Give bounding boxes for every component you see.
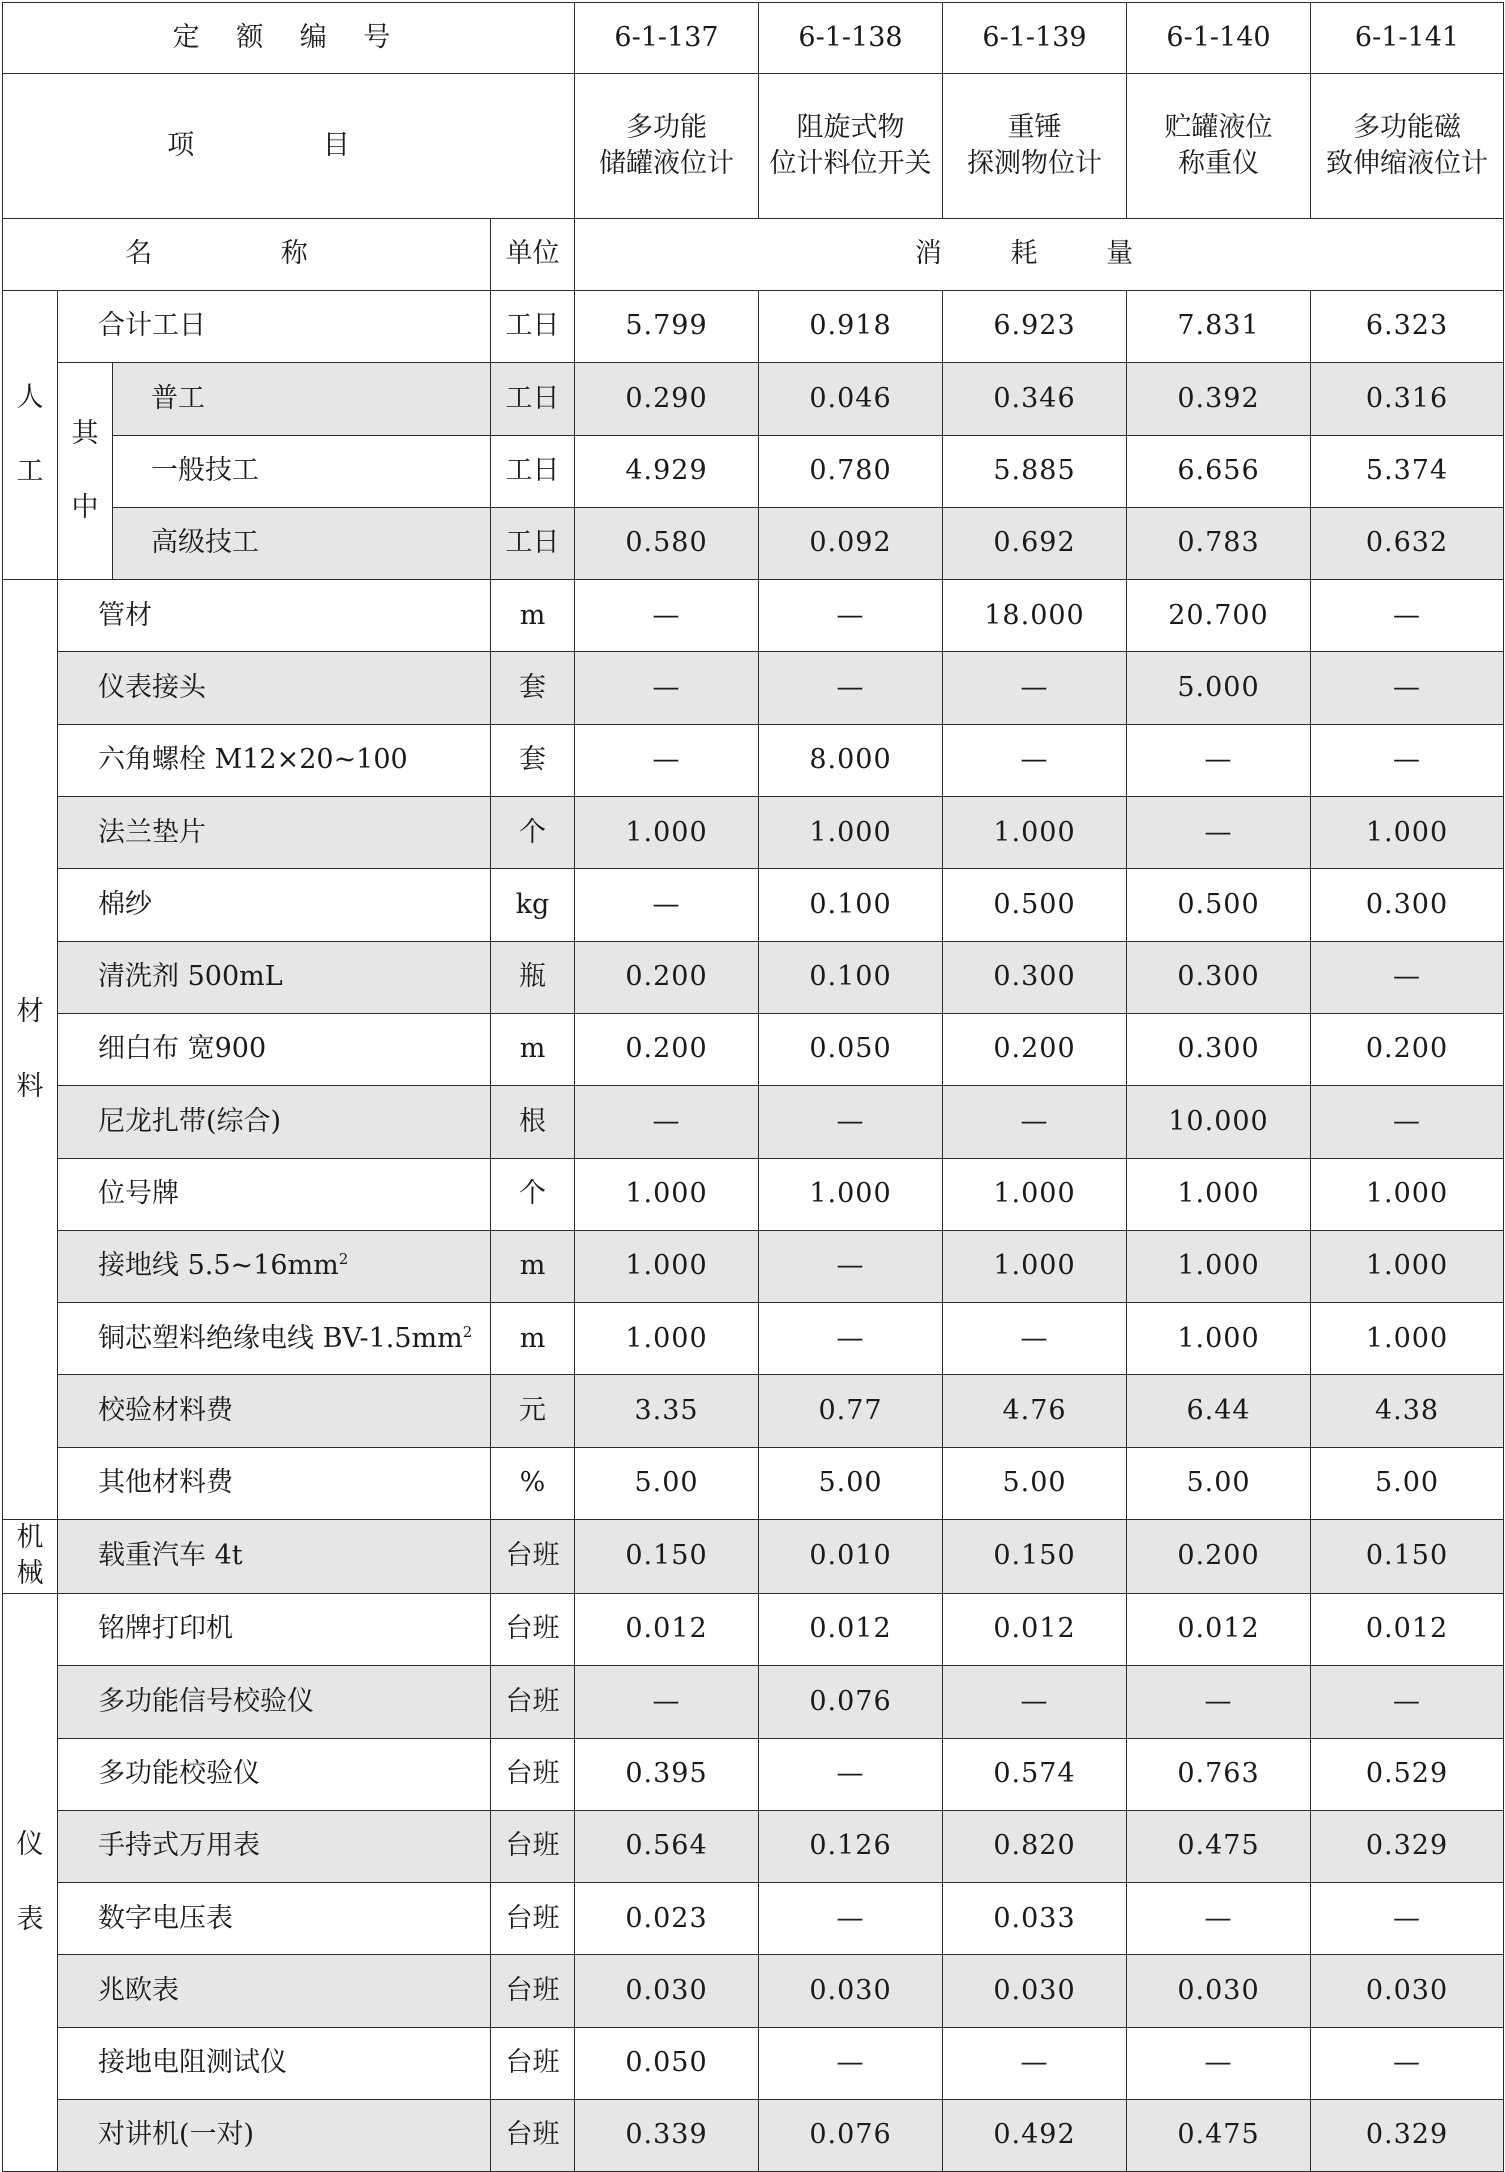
row-value: 0.475 bbox=[1127, 1810, 1311, 1882]
row-value: — bbox=[575, 580, 759, 652]
row-value: 5.885 bbox=[943, 435, 1127, 507]
row-name: 管材 bbox=[58, 580, 491, 652]
row-value: 4.38 bbox=[1311, 1375, 1504, 1447]
row-value: 5.00 bbox=[1127, 1447, 1311, 1519]
row-value: — bbox=[759, 1303, 943, 1375]
header-name-row bbox=[3, 219, 1504, 291]
table-row bbox=[3, 1738, 1504, 1810]
table-row bbox=[3, 1593, 1504, 1665]
row-name: 多功能信号校验仪 bbox=[58, 1666, 491, 1738]
row-value: — bbox=[1127, 2027, 1311, 2099]
row-value: 5.00 bbox=[759, 1447, 943, 1519]
row-value: — bbox=[1311, 1086, 1504, 1158]
row-value: 1.000 bbox=[1127, 1230, 1311, 1302]
row-unit: 个 bbox=[491, 1158, 575, 1230]
row-value: 20.700 bbox=[1127, 580, 1311, 652]
row-value: 0.010 bbox=[759, 1520, 943, 1594]
row-value: 0.783 bbox=[1127, 507, 1311, 579]
row-name: 细白布 宽900 bbox=[58, 1013, 491, 1085]
row-value: — bbox=[1127, 724, 1311, 796]
row-unit: 工日 bbox=[491, 363, 575, 435]
row-value: 0.200 bbox=[575, 941, 759, 1013]
row-value: 0.339 bbox=[575, 2100, 759, 2172]
item-140: 贮罐液位 称重仪 bbox=[1127, 74, 1311, 219]
row-value: 0.092 bbox=[759, 507, 943, 579]
row-unit: % bbox=[491, 1447, 575, 1519]
item-141: 多功能磁 致伸缩液位计 bbox=[1311, 74, 1504, 219]
row-value: 10.000 bbox=[1127, 1086, 1311, 1158]
row-value: 6.323 bbox=[1311, 291, 1504, 363]
row-value: — bbox=[759, 652, 943, 724]
row-value: — bbox=[943, 2027, 1127, 2099]
table-row bbox=[3, 1883, 1504, 1955]
item-label: 项 目 bbox=[3, 74, 575, 219]
row-value: 0.300 bbox=[943, 941, 1127, 1013]
row-unit: 个 bbox=[491, 797, 575, 869]
table-row bbox=[3, 1447, 1504, 1519]
table-row bbox=[3, 2027, 1504, 2099]
row-value: 0.580 bbox=[575, 507, 759, 579]
row-value: 0.076 bbox=[759, 1666, 943, 1738]
row-value: 0.023 bbox=[575, 1883, 759, 1955]
row-name: 法兰垫片 bbox=[58, 797, 491, 869]
row-value: 18.000 bbox=[943, 580, 1127, 652]
row-name: 兆欧表 bbox=[58, 1955, 491, 2027]
row-value: 0.500 bbox=[1127, 869, 1311, 941]
row-name: 普工 bbox=[113, 363, 491, 435]
row-value: 0.316 bbox=[1311, 363, 1504, 435]
row-value: 0.126 bbox=[759, 1810, 943, 1882]
row-value: 1.000 bbox=[943, 1158, 1127, 1230]
row-value: — bbox=[1311, 1883, 1504, 1955]
row-value: 0.820 bbox=[943, 1810, 1127, 1882]
row-value: 0.150 bbox=[1311, 1520, 1504, 1594]
row-unit: 台班 bbox=[491, 2100, 575, 2172]
code-label: 定 额 编 号 bbox=[3, 3, 575, 74]
row-name: 铜芯塑料绝缘电线 $BV-1.5mm^2$ bbox=[58, 1303, 491, 1375]
row-value: 0.329 bbox=[1311, 1810, 1504, 1882]
row-value: 0.300 bbox=[1127, 941, 1311, 1013]
table-row bbox=[3, 797, 1504, 869]
row-name: 校验材料费 bbox=[58, 1375, 491, 1447]
row-value: — bbox=[575, 724, 759, 796]
row-value: — bbox=[1311, 2027, 1504, 2099]
row-value: 0.012 bbox=[1311, 1593, 1504, 1665]
table-row bbox=[3, 507, 1504, 579]
row-value: 0.918 bbox=[759, 291, 943, 363]
header-code-row bbox=[3, 3, 1504, 74]
row-value: 0.329 bbox=[1311, 2100, 1504, 2172]
row-name: 合计工日 bbox=[58, 291, 491, 363]
row-value: — bbox=[1311, 1666, 1504, 1738]
row-name: 铭牌打印机 bbox=[58, 1593, 491, 1665]
item-137: 多功能 储罐液位计 bbox=[575, 74, 759, 219]
table-row bbox=[3, 1303, 1504, 1375]
row-unit: 台班 bbox=[491, 1520, 575, 1594]
row-unit: m bbox=[491, 580, 575, 652]
row-value: 1.000 bbox=[575, 1230, 759, 1302]
consumption-label: 消 耗 量 bbox=[575, 219, 1504, 291]
row-value: 1.000 bbox=[575, 797, 759, 869]
row-value: 0.050 bbox=[575, 2027, 759, 2099]
row-value: — bbox=[759, 1738, 943, 1810]
row-name: 尼龙扎带(综合) bbox=[58, 1086, 491, 1158]
table-row bbox=[3, 1520, 1504, 1594]
row-value: 1.000 bbox=[943, 1230, 1127, 1302]
row-value: 0.030 bbox=[1127, 1955, 1311, 2027]
row-value: 3.35 bbox=[575, 1375, 759, 1447]
row-value: 0.529 bbox=[1311, 1738, 1504, 1810]
row-name: 清洗剂 500mL bbox=[58, 941, 491, 1013]
table-row bbox=[3, 1666, 1504, 1738]
row-value: 1.000 bbox=[1127, 1303, 1311, 1375]
category-machine: 机 械 bbox=[3, 1520, 58, 1594]
row-value: — bbox=[943, 652, 1127, 724]
row-value: — bbox=[759, 1883, 943, 1955]
row-unit: 套 bbox=[491, 724, 575, 796]
row-value: 7.831 bbox=[1127, 291, 1311, 363]
row-value: 0.100 bbox=[759, 941, 943, 1013]
row-value: 0.076 bbox=[759, 2100, 943, 2172]
row-value: — bbox=[943, 1303, 1127, 1375]
quota-table bbox=[2, 2, 1504, 2172]
row-value: 6.44 bbox=[1127, 1375, 1311, 1447]
row-value: 0.780 bbox=[759, 435, 943, 507]
table-row bbox=[3, 1375, 1504, 1447]
row-value: 0.564 bbox=[575, 1810, 759, 1882]
table-row bbox=[3, 941, 1504, 1013]
unit-label: 单位 bbox=[491, 219, 575, 291]
row-value: 1.000 bbox=[943, 797, 1127, 869]
row-value: 0.300 bbox=[1311, 869, 1504, 941]
row-value: 0.763 bbox=[1127, 1738, 1311, 1810]
row-value: — bbox=[575, 652, 759, 724]
row-value: 5.799 bbox=[575, 291, 759, 363]
row-value: — bbox=[1127, 1666, 1311, 1738]
row-unit: 元 bbox=[491, 1375, 575, 1447]
row-unit: 瓶 bbox=[491, 941, 575, 1013]
row-value: — bbox=[759, 1230, 943, 1302]
row-value: 0.300 bbox=[1127, 1013, 1311, 1085]
row-value: 1.000 bbox=[759, 1158, 943, 1230]
row-value: 0.574 bbox=[943, 1738, 1127, 1810]
row-name: 其他材料费 bbox=[58, 1447, 491, 1519]
code-141: 6-1-141 bbox=[1311, 3, 1504, 74]
table-row bbox=[3, 291, 1504, 363]
table-row bbox=[3, 1230, 1504, 1302]
row-value: 1.000 bbox=[575, 1158, 759, 1230]
row-value: 0.030 bbox=[575, 1955, 759, 2027]
row-value: — bbox=[1311, 724, 1504, 796]
row-value: 0.492 bbox=[943, 2100, 1127, 2172]
row-value: — bbox=[1311, 580, 1504, 652]
row-value: 0.046 bbox=[759, 363, 943, 435]
table-row bbox=[3, 1086, 1504, 1158]
row-name: 位号牌 bbox=[58, 1158, 491, 1230]
row-unit: 工日 bbox=[491, 507, 575, 579]
row-name: 一般技工 bbox=[113, 435, 491, 507]
row-name: 接地电阻测试仪 bbox=[58, 2027, 491, 2099]
category-labor: 人 工 bbox=[3, 291, 58, 580]
row-value: — bbox=[759, 2027, 943, 2099]
row-value: 0.500 bbox=[943, 869, 1127, 941]
table-row bbox=[3, 1955, 1504, 2027]
row-name: 棉纱 bbox=[58, 869, 491, 941]
row-value: 0.033 bbox=[943, 1883, 1127, 1955]
row-name: 手持式万用表 bbox=[58, 1810, 491, 1882]
row-value: 1.000 bbox=[1311, 1303, 1504, 1375]
row-value: — bbox=[759, 1086, 943, 1158]
header-item-row bbox=[3, 74, 1504, 219]
row-value: 1.000 bbox=[1311, 1230, 1504, 1302]
row-value: — bbox=[575, 1086, 759, 1158]
table-row bbox=[3, 1810, 1504, 1882]
row-unit: m bbox=[491, 1230, 575, 1302]
row-value: 0.030 bbox=[759, 1955, 943, 2027]
row-value: 5.00 bbox=[943, 1447, 1127, 1519]
code-139: 6-1-139 bbox=[943, 3, 1127, 74]
row-value: — bbox=[1127, 1883, 1311, 1955]
table-row bbox=[3, 869, 1504, 941]
row-value: 1.000 bbox=[1127, 1158, 1311, 1230]
item-139: 重锤 探测物位计 bbox=[943, 74, 1127, 219]
row-unit: 台班 bbox=[491, 1883, 575, 1955]
row-value: 0.346 bbox=[943, 363, 1127, 435]
row-unit: 台班 bbox=[491, 1810, 575, 1882]
row-value: — bbox=[943, 1086, 1127, 1158]
row-name: 高级技工 bbox=[113, 507, 491, 579]
row-name: 数字电压表 bbox=[58, 1883, 491, 1955]
row-value: 0.77 bbox=[759, 1375, 943, 1447]
code-137: 6-1-137 bbox=[575, 3, 759, 74]
table-row bbox=[3, 1013, 1504, 1085]
row-value: 0.475 bbox=[1127, 2100, 1311, 2172]
row-unit: 台班 bbox=[491, 1955, 575, 2027]
category-instrument: 仪 表 bbox=[3, 1593, 58, 2171]
row-value: 4.929 bbox=[575, 435, 759, 507]
row-value: 8.000 bbox=[759, 724, 943, 796]
row-value: 0.012 bbox=[759, 1593, 943, 1665]
row-value: 0.100 bbox=[759, 869, 943, 941]
row-name: 载重汽车 4t bbox=[58, 1520, 491, 1594]
row-value: 6.923 bbox=[943, 291, 1127, 363]
row-value: 6.656 bbox=[1127, 435, 1311, 507]
row-value: 0.392 bbox=[1127, 363, 1311, 435]
row-value: 1.000 bbox=[1311, 797, 1504, 869]
row-value: — bbox=[1127, 797, 1311, 869]
row-value: 0.030 bbox=[943, 1955, 1127, 2027]
row-value: — bbox=[575, 869, 759, 941]
row-name: 多功能校验仪 bbox=[58, 1738, 491, 1810]
code-138: 6-1-138 bbox=[759, 3, 943, 74]
row-value: 0.012 bbox=[1127, 1593, 1311, 1665]
table-row bbox=[3, 652, 1504, 724]
row-unit: m bbox=[491, 1303, 575, 1375]
row-value: 0.395 bbox=[575, 1738, 759, 1810]
row-name: 仪表接头 bbox=[58, 652, 491, 724]
table-row bbox=[3, 2100, 1504, 2172]
row-value: 4.76 bbox=[943, 1375, 1127, 1447]
item-138: 阻旋式物 位计料位开关 bbox=[759, 74, 943, 219]
row-value: — bbox=[575, 1666, 759, 1738]
row-value: 0.200 bbox=[1127, 1520, 1311, 1594]
row-value: 5.00 bbox=[1311, 1447, 1504, 1519]
row-value: 1.000 bbox=[1311, 1158, 1504, 1230]
row-value: 1.000 bbox=[575, 1303, 759, 1375]
row-unit: 台班 bbox=[491, 1666, 575, 1738]
row-unit: 台班 bbox=[491, 1593, 575, 1665]
row-unit: 套 bbox=[491, 652, 575, 724]
row-value: 0.200 bbox=[943, 1013, 1127, 1085]
row-value: 0.050 bbox=[759, 1013, 943, 1085]
row-unit: 台班 bbox=[491, 1738, 575, 1810]
table-row bbox=[3, 724, 1504, 796]
row-unit: m bbox=[491, 1013, 575, 1085]
table-row bbox=[3, 1158, 1504, 1230]
name-label: 名 称 bbox=[3, 219, 491, 291]
row-value: 5.374 bbox=[1311, 435, 1504, 507]
row-value: — bbox=[943, 1666, 1127, 1738]
row-value: 5.00 bbox=[575, 1447, 759, 1519]
row-unit: 工日 bbox=[491, 291, 575, 363]
category-labor-sub: 其 中 bbox=[58, 363, 113, 580]
code-140: 6-1-140 bbox=[1127, 3, 1311, 74]
row-value: 0.632 bbox=[1311, 507, 1504, 579]
table-row bbox=[3, 363, 1504, 435]
row-value: 0.200 bbox=[575, 1013, 759, 1085]
category-material: 材 料 bbox=[3, 580, 58, 1520]
row-value: — bbox=[943, 724, 1127, 796]
row-value: 0.012 bbox=[575, 1593, 759, 1665]
row-value: — bbox=[1311, 652, 1504, 724]
row-value: — bbox=[1311, 941, 1504, 1013]
row-unit: 根 bbox=[491, 1086, 575, 1158]
row-value: 0.030 bbox=[1311, 1955, 1504, 2027]
table-row bbox=[3, 435, 1504, 507]
row-value: 0.150 bbox=[943, 1520, 1127, 1594]
table-row bbox=[3, 580, 1504, 652]
row-value: 0.150 bbox=[575, 1520, 759, 1594]
row-unit: 台班 bbox=[491, 2027, 575, 2099]
row-unit: 工日 bbox=[491, 435, 575, 507]
row-value: 1.000 bbox=[759, 797, 943, 869]
row-name: 接地线 $5.5\sim 16mm^2$ bbox=[58, 1230, 491, 1302]
row-value: 5.000 bbox=[1127, 652, 1311, 724]
row-value: 0.692 bbox=[943, 507, 1127, 579]
row-unit: kg bbox=[491, 869, 575, 941]
row-value: 0.200 bbox=[1311, 1013, 1504, 1085]
row-value: 0.290 bbox=[575, 363, 759, 435]
row-value: 0.012 bbox=[943, 1593, 1127, 1665]
row-value: — bbox=[759, 580, 943, 652]
row-name: 六角螺栓 M12×20~100 bbox=[58, 724, 491, 796]
row-name: 对讲机(一对) bbox=[58, 2100, 491, 2172]
